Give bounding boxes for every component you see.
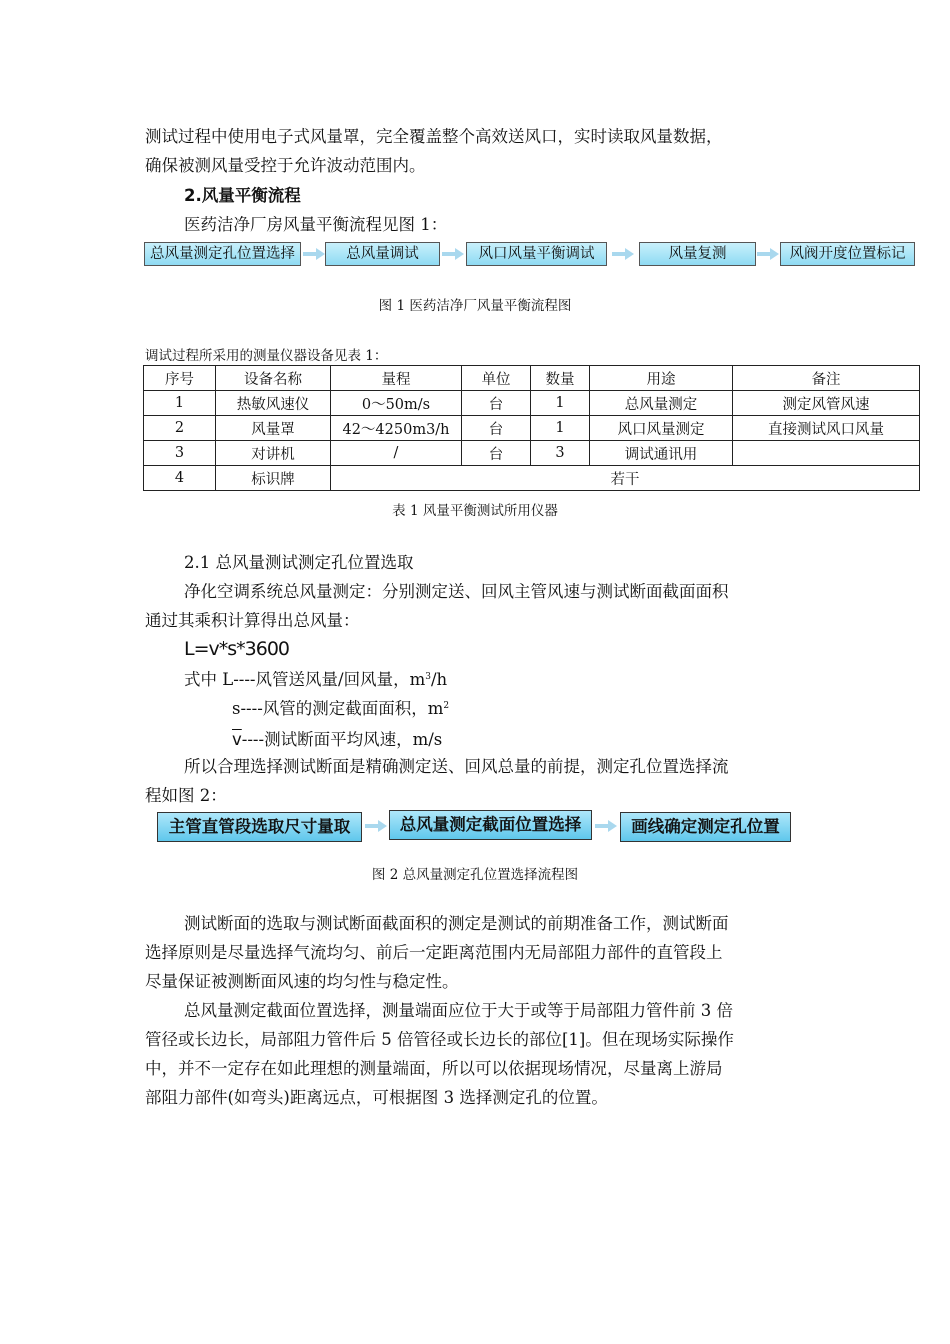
table-cell: 1 (531, 391, 590, 416)
arrow-icon (757, 248, 779, 260)
paragraph-line: 总风量测定截面位置选择，测量端面应位于大于或等于局部阻力管件前 3 倍 (184, 1001, 733, 1020)
table-cell: 风量罩 (216, 416, 331, 441)
arrow-icon (365, 820, 387, 832)
paragraph-line: 所以合理选择测试断面是精确测定送、回风总量的前提，测定孔位置选择流 (184, 757, 729, 776)
table-cell: 0～50m/s (331, 391, 462, 416)
legend-unit: /h (430, 670, 448, 689)
table-cell: 测定风管风速 (733, 391, 920, 416)
flow-step: 风量复测 (639, 242, 756, 266)
flow-step: 风口风量平衡调试 (466, 242, 607, 266)
paragraph-line: 中，并不一定存在如此理想的测量端面，所以可以依据现场情况，尽量离上游局 (145, 1059, 723, 1078)
table-cell: 42～4250m3/h (331, 416, 462, 441)
table-cell: 3 (144, 441, 216, 466)
table-header: 量程 (331, 366, 462, 391)
legend-text: ----测试断面平均风速，m/s (241, 730, 443, 749)
flow-step: 主管直管段选取尺寸量取 (157, 812, 362, 842)
flow-intro: 医药洁净厂房风量平衡流程见图 1： (184, 215, 448, 234)
arrow-icon (442, 248, 464, 260)
paragraph-line: 管径或长边长，局部阻力管件后 5 倍管径或长边长的部位[1]。但在现场实际操作 (145, 1030, 734, 1049)
paragraph-line: 选择原则是尽量选择气流均匀、前后一定距离范围内无局部阻力部件的直管段上 (145, 943, 723, 962)
paragraph-line: 净化空调系统总风量测定：分别测定送、回风主管风速与测试断面截面面积 (184, 582, 729, 601)
table-cell: / (331, 441, 462, 466)
table-header: 设备名称 (216, 366, 331, 391)
legend-sup: 2 (443, 701, 450, 711)
table-header: 单位 (462, 366, 531, 391)
paragraph-line: 程如图 2： (145, 786, 227, 805)
table-cell: 热敏风速仪 (216, 391, 331, 416)
flow-step: 总风量测定孔位置选择 (144, 242, 301, 266)
arrow-icon (612, 248, 634, 260)
table-cell: 台 (462, 416, 531, 441)
formula: L=v*s*3600 (184, 638, 290, 660)
paragraph-line: 通过其乘积计算得出总风量： (145, 611, 360, 630)
formula-legend-v (232, 725, 442, 755)
table-cell: 总风量测定 (590, 391, 733, 416)
table-cell: 台 (462, 391, 531, 416)
table-cell: 台 (462, 441, 531, 466)
table-cell: 直接测试风口风量 (733, 416, 920, 441)
flow-step: 总风量调试 (325, 242, 440, 266)
paragraph-line: 确保被测风量受控于允许波动范围内。 (145, 156, 426, 175)
table-cell: 1 (144, 391, 216, 416)
table-cell: 标识牌 (216, 466, 331, 491)
flow-step: 风阀开度位置标记 (780, 242, 915, 266)
table-row (144, 441, 920, 466)
table-intro: 调试过程所采用的测量仪器设备见表 1： (145, 348, 388, 364)
table-caption: 表 1 风量平衡测试所用仪器 (392, 503, 558, 519)
table-cell: 2 (144, 416, 216, 441)
paragraph-line: 测试过程中使用电子式风量罩，完全覆盖整个高效送风口，实时读取风量数据， (145, 127, 723, 146)
equipment-table (143, 365, 920, 491)
legend-text: s----风管的测定截面面积，m (232, 699, 444, 718)
paragraph-line: 部阻力部件(如弯头)距离远点，可根据图 3 选择测定孔的位置。 (145, 1088, 608, 1107)
table-row (144, 391, 920, 416)
formula-legend-l (184, 665, 447, 695)
table-row (144, 466, 920, 491)
table-cell: 对讲机 (216, 441, 331, 466)
table-cell: 若干 (331, 466, 920, 491)
formula-legend-s (232, 694, 449, 724)
table-row (144, 416, 920, 441)
section-heading: 2.风量平衡流程 (184, 186, 301, 205)
table-header: 用途 (590, 366, 733, 391)
arrow-icon (595, 820, 617, 832)
subsection-heading: 2.1 总风量测试测定孔位置选取 (184, 553, 414, 572)
table-cell: 调试通讯用 (590, 441, 733, 466)
figure-caption: 图 2 总风量测定孔位置选择流程图 (371, 867, 579, 883)
arrow-icon (303, 248, 325, 260)
table-header: 数量 (531, 366, 590, 391)
table-cell: 1 (531, 416, 590, 441)
figure-caption: 图 1 医药洁净厂风量平衡流程图 (378, 298, 572, 314)
table-header: 序号 (144, 366, 216, 391)
legend-sup: 3 (425, 672, 431, 682)
paragraph-line: 尽量保证被测断面风速的均匀性与稳定性。 (145, 972, 459, 991)
table-cell: 3 (531, 441, 590, 466)
table-cell: 4 (144, 466, 216, 491)
table-cell: 风口风量测定 (590, 416, 733, 441)
paragraph-line: 测试断面的选取与测试断面截面积的测定是测试的前期准备工作，测试断面 (184, 914, 729, 933)
legend-text: L----风管送风量/回风量，m (222, 670, 426, 689)
table-cell (733, 441, 920, 466)
legend-prefix: 式中 (184, 670, 223, 689)
table-header: 备注 (733, 366, 920, 391)
table-header-row (144, 366, 920, 391)
legend-symbol: $\overline{v}$ (232, 730, 242, 749)
flow-step: 画线确定测定孔位置 (620, 812, 791, 842)
flow-step: 总风量测定截面位置选择 (389, 810, 592, 840)
